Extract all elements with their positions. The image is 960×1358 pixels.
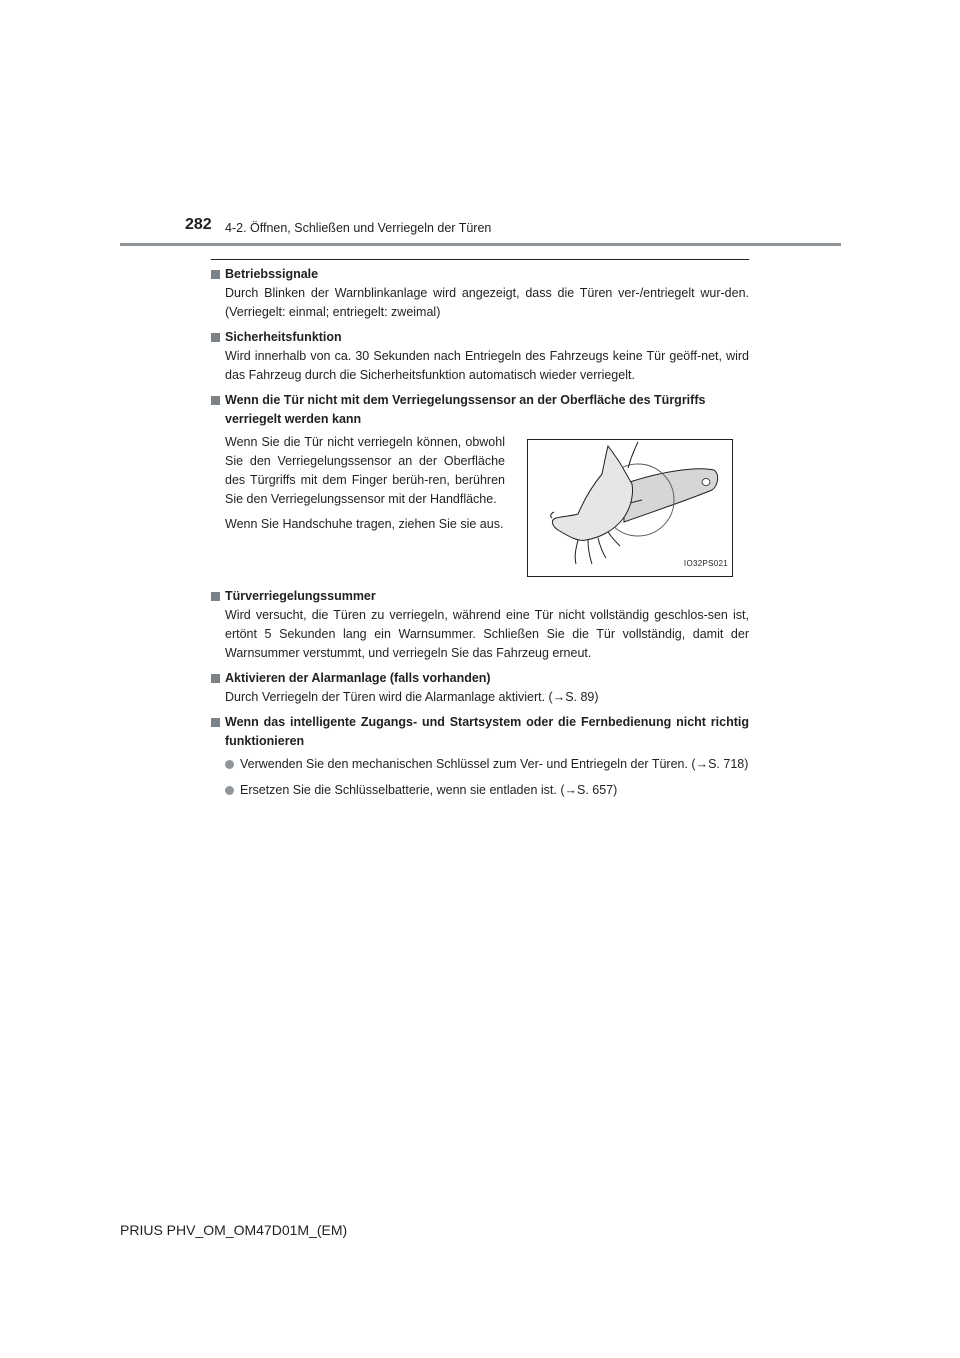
section-text: Wird innerhalb von ca. 30 Sekunden nach Entriegeln des Fahrzeugs keine Tür geöff-net, wird das Fahrzeug durch die Sicherheitsfunktion automatisch wieder verriegelt. (225, 349, 749, 382)
list-item-text: Verwenden Sie den mechanischen Schlüssel zum Ver- und Entriegeln der Türen. (→S. 718) (240, 757, 749, 771)
list-item (211, 781, 749, 800)
main-content (211, 265, 749, 807)
section-tuerverriegelungssummer (211, 587, 749, 663)
round-bullet-icon (225, 760, 234, 769)
page-number: 282 (185, 216, 212, 233)
header-rule (120, 243, 841, 246)
section-zugangssystem (211, 713, 749, 800)
square-bullet-icon (211, 592, 220, 601)
square-bullet-icon (211, 674, 220, 683)
figure-code: IO32PS021 (683, 559, 728, 568)
footer-document-code: PRIUS PHV_OM_OM47D01M_(EM) (120, 1222, 348, 1238)
chapter-title: 4-2. Öffnen, Schließen und Verriegeln der Türen (225, 221, 492, 235)
section-heading: Sicherheitsfunktion (225, 330, 342, 344)
section-verriegelungssensor (211, 391, 749, 577)
section-betriebssignale (211, 265, 749, 322)
hand-on-door-handle-illustration (527, 439, 733, 577)
section-heading: Wenn die Tür nicht mit dem Verriegelungssensor an der Oberfläche des Türgriffs verriegelt werden kann (225, 393, 706, 426)
section-text: Durch Verriegeln der Türen wird die Alarmanlage aktiviert. (→S. 89) (225, 690, 599, 704)
list-item-text: Ersetzen Sie die Schlüsselbatterie, wenn sie entladen ist. (→S. 657) (240, 783, 618, 797)
section-rule (211, 259, 749, 260)
square-bullet-icon (211, 333, 220, 342)
section-text: Durch Blinken der Warnblinkanlage wird angezeigt, dass die Türen ver-/entriegelt wur-den. (Verriegelt: einmal; entriegelt: zweimal) (225, 286, 749, 319)
list-item (211, 755, 749, 774)
section-heading: Türverriegelungssummer (225, 589, 376, 603)
section-text: Wird versucht, die Türen zu verriegeln, während eine Tür nicht vollständig geschlos-sen ist, ertönt 5 Sekunden lang ein Warnsummer. Schließen Sie die Tür vollständig, damit der Warnsummer verstummt, und verriegeln Sie das Fahrzeug erneut. (225, 608, 749, 660)
section-sicherheitsfunktion (211, 328, 749, 385)
section-heading: Aktivieren der Alarmanlage (falls vorhanden) (225, 671, 491, 685)
square-bullet-icon (211, 718, 220, 727)
section-alarmanlage (211, 669, 749, 707)
section-paragraph: Wenn Sie die Tür nicht verriegeln können, obwohl Sie den Verriegelungssensor an der Oberfläche des Türgriffs mit dem Finger berüh-ren, berühren Sie den Verriegelungssensor mit der Handfläche. (225, 435, 505, 506)
section-heading: Wenn das intelligente Zugangs- und Startsystem oder die Fernbedienung nicht richtig funktionieren (225, 715, 749, 748)
round-bullet-icon (225, 786, 234, 795)
section-heading: Betriebssignale (225, 267, 319, 281)
section-paragraph: Wenn Sie Handschuhe tragen, ziehen Sie sie aus. (225, 517, 504, 531)
square-bullet-icon (211, 270, 220, 279)
square-bullet-icon (211, 396, 220, 405)
